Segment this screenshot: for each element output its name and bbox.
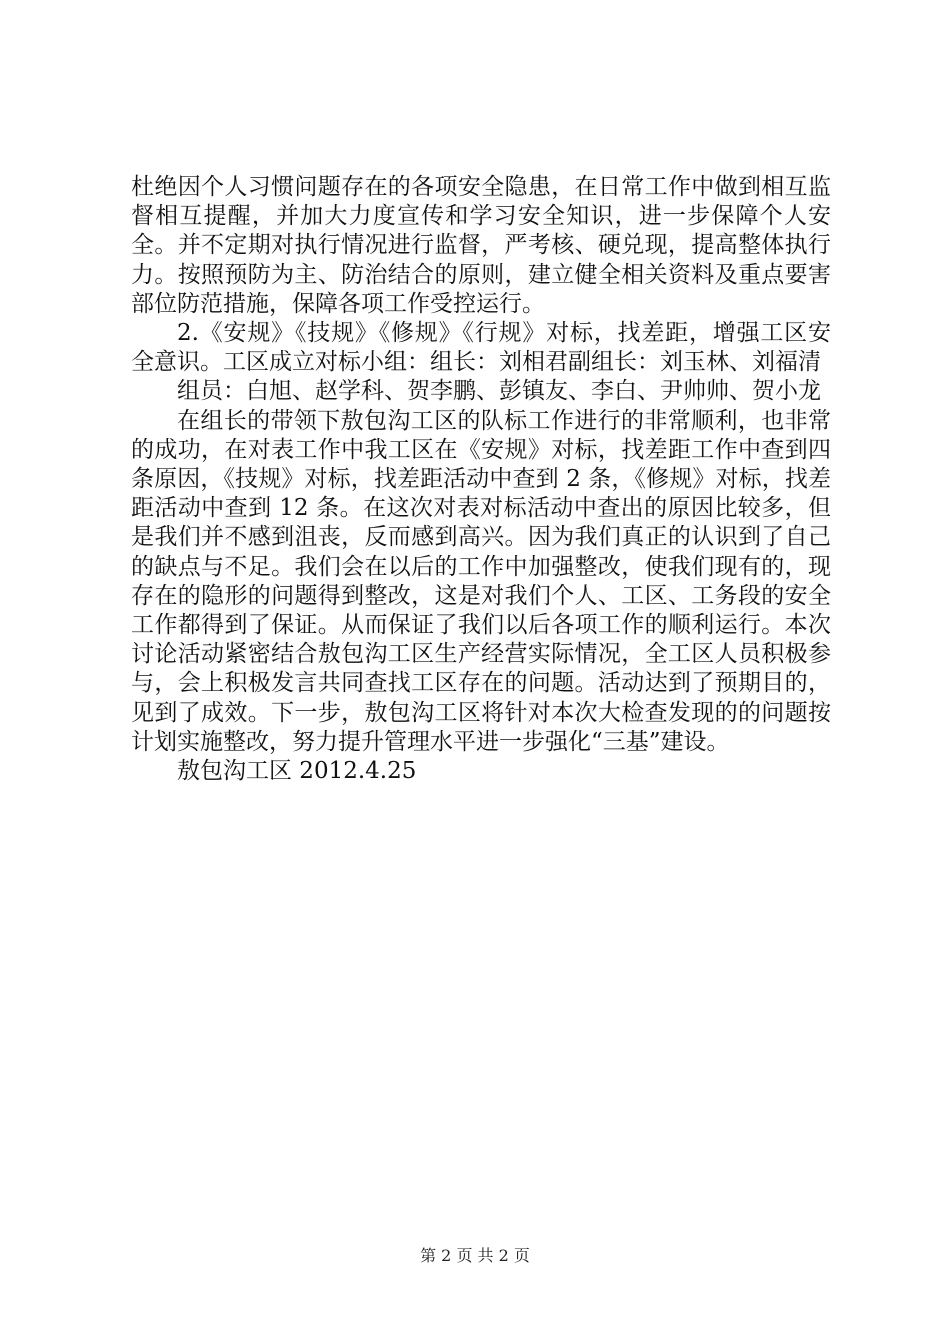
page-footer: 第 2 页 共 2 页	[420, 1246, 530, 1265]
paragraph-benchmark-group: 2.《安规》《技规》《修规》《行规》对标，找差距，增强工区安全意识。工区成立对标小组：组长：刘相君副组长：刘玉林、刘福清	[131, 320, 831, 376]
document-body	[131, 173, 831, 786]
paragraph-activity-summary: 在组长的带领下敖包沟工区的队标工作进行的非常顺利，也非常的成功，在对表工作中我工区在《安规》对标，找差距工作中查到四条原因，《技规》对标，找差距活动中查到 2 条，《修规》对标，找差距活动中查到 12 条。在这次对表对标活动中查出的原因比较多，但是我们并不感到沮丧，反而感到高兴。因为我们真正的认识到了自己的缺点与不足。我们会在以后的工作中加强整改，使我们现有的，现存在的隐形的问题得到整改，这是对我们个人、工区、工务段的安全工作都得到了保证。从而保证了我们以后各项工作的顺利运行。本次讨论活动紧密结合敖包沟工区生产经营实际情况，全工区人员积极参与，会上积极发言共同查找工区存在的问题。活动达到了预期目的，见到了成效。下一步，敖包沟工区将针对本次大检查发现的的问题按计划实施整改，努力提升管理水平进一步强化“三基”建设。	[131, 407, 831, 755]
paragraph-group-members: 组员：白旭、赵学科、贺李鹏、彭镇友、李白、尹帅帅、贺小龙	[177, 378, 821, 405]
paragraph-signature-date: 敖包沟工区 2012.4.25	[177, 758, 417, 785]
paragraph-safety-measures: 杜绝因个人习惯问题存在的各项安全隐患，在日常工作中做到相互监督相互提醒，并加大力度宣传和学习安全知识，进一步保障个人安全。并不定期对执行情况进行监督，严考核、硬兑现，提高整体执行力。按照预防为主、防治结合的原则，建立健全相关资料及重点要害部位防范措施，保障各项工作受控运行。	[131, 174, 831, 317]
